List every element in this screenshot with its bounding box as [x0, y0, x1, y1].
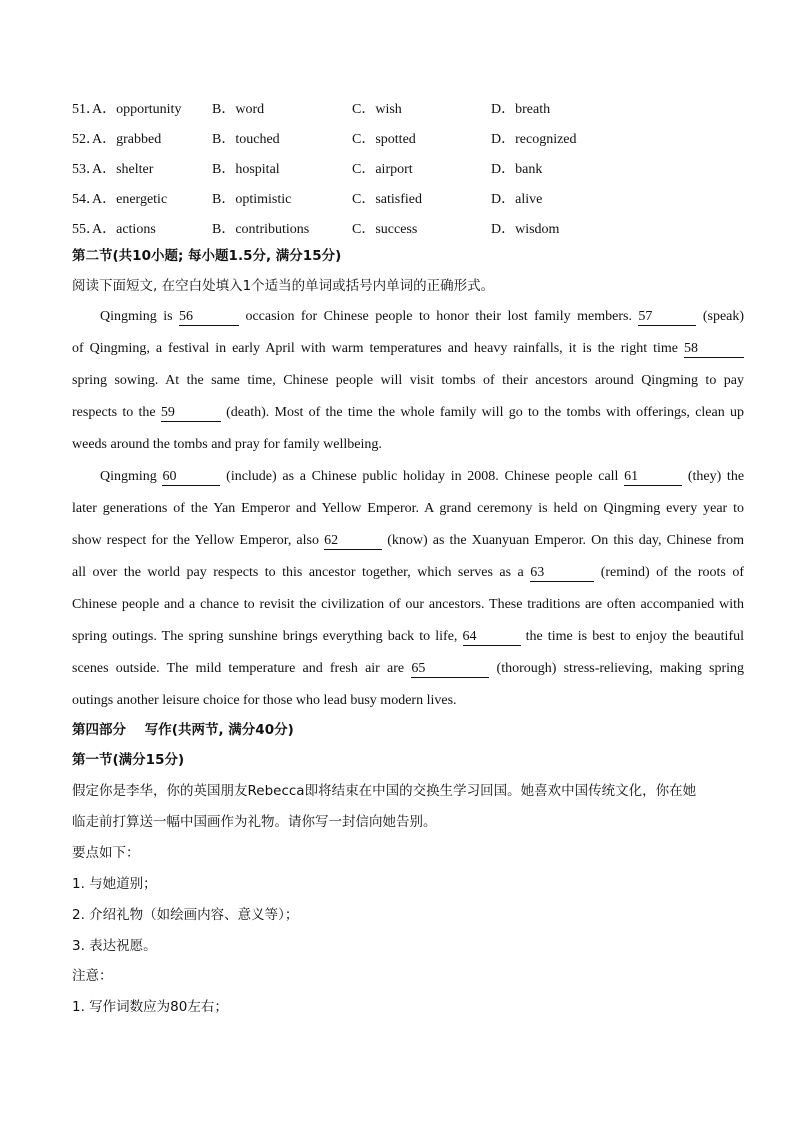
part-heading: 第四部分 写作(共两节, 满分40分) [72, 722, 294, 738]
passage-text: (remind) of the roots of [600, 565, 745, 580]
option-b: B．word [212, 102, 265, 117]
answer-blank-58[interactable]: 58 [684, 341, 744, 358]
answer-blank-59[interactable]: 59 [161, 405, 221, 422]
option-a: A．energetic [92, 192, 168, 207]
option-a: A．opportunity [92, 102, 182, 117]
passage-line: spring sowing. At the same time, Chinese people will visit tombs of their ancestors around Qingming to pay [72, 373, 744, 388]
option-a: A．grabbed [92, 132, 162, 147]
passage-line [72, 403, 744, 423]
question-number: 55． [72, 222, 100, 237]
note-item: 1. 写作词数应为80左右； [72, 999, 228, 1015]
passage-text: show respect for the Yellow Emperor, also [72, 533, 319, 548]
option-c: C．satisfied [352, 192, 422, 207]
option-d: D．recognized [491, 132, 577, 147]
task-description: 假定你是李华，你的英国朋友Rebecca即将结束在中国的交换生学习回国。她喜欢中国传统文化，你在她 [72, 783, 697, 799]
option-b: B．contributions [212, 222, 310, 237]
passage-line: outings another leisure choice for those who lead busy modern lives. [72, 693, 457, 708]
passage-text: (include) as a Chinese public holiday in 2008. Chinese people call [226, 469, 619, 484]
mcq-row [72, 158, 732, 178]
passage-text: the time is best to enjoy the beautiful [525, 629, 744, 644]
question-number: 51． [72, 102, 100, 117]
passage-text: (they) the [687, 469, 745, 484]
passage-text: occasion for Chinese people to honor their lost family members. [245, 309, 632, 324]
option-d: D．bank [491, 162, 543, 177]
passage-text: spring outings. The spring sunshine brings everything back to life, [72, 629, 458, 644]
points-title: 要点如下： [72, 845, 140, 861]
mcq-row [72, 98, 732, 118]
question-number: 54． [72, 192, 100, 207]
option-d: D．wisdom [491, 222, 560, 237]
passage-line [72, 307, 744, 327]
subsection-heading: 第一节(满分15分) [72, 752, 185, 768]
option-b: B．touched [212, 132, 280, 147]
notes-title: 注意： [72, 968, 113, 984]
question-number: 53． [72, 162, 100, 177]
option-c: C．wish [352, 102, 402, 117]
passage-text: respects to the [72, 405, 156, 420]
answer-blank-64[interactable]: 64 [463, 629, 521, 646]
passage-line [72, 467, 744, 487]
passage-text: (speak) [702, 309, 745, 324]
passage-line: weeds around the tombs and pray for family wellbeing. [72, 437, 382, 452]
point-item: 3. 表达祝愿。 [72, 938, 157, 954]
answer-blank-57[interactable]: 57 [638, 309, 696, 326]
passage-text: all over the world pay respects to this ancestor together, which serves as a [72, 565, 524, 580]
passage-text: Qingming is [100, 309, 173, 324]
option-d: D．alive [491, 192, 543, 207]
option-c: C．airport [352, 162, 413, 177]
option-c: C．spotted [352, 132, 416, 147]
passage-line: Chinese people and a chance to revisit the civilization of our ancestors. These traditions are often accompanied with [72, 597, 744, 612]
option-b: B．optimistic [212, 192, 292, 207]
option-a: A．shelter [92, 162, 154, 177]
passage-text: of Qingming, a festival in early April with warm temperatures and heavy rainfalls, it is the right time [72, 341, 679, 356]
mcq-row [72, 188, 732, 208]
option-a: A．actions [92, 222, 156, 237]
passage-text: (know) as the Xuanyuan Emperor. On this day, Chinese from [387, 533, 745, 548]
answer-blank-56[interactable]: 56 [179, 309, 239, 326]
answer-blank-60[interactable]: 60 [162, 469, 220, 486]
passage-text: scenes outside. The mild temperature and fresh air are [72, 661, 405, 676]
option-d: D．breath [491, 102, 551, 117]
point-item: 1. 与她道别； [72, 876, 157, 892]
passage-line [72, 563, 744, 583]
mcq-row [72, 218, 732, 238]
passage-text: (death). Most of the time the whole family will go to the tombs with offerings, clean up [226, 405, 744, 420]
answer-blank-62[interactable]: 62 [324, 533, 382, 550]
passage-line [72, 659, 744, 679]
answer-blank-63[interactable]: 63 [530, 565, 594, 582]
passage-line: later generations of the Yan Emperor and Yellow Emperor. A grand ceremony is held on Qingming every year to [72, 501, 744, 516]
answer-blank-61[interactable]: 61 [624, 469, 682, 486]
option-c: C．success [352, 222, 418, 237]
question-number: 52． [72, 132, 100, 147]
passage-text: (thorough) stress-relieving, making spring [496, 661, 745, 676]
section-heading: 第二节(共10小题; 每小题1.5分, 满分15分) [72, 248, 342, 264]
section-instruction: 阅读下面短文, 在空白处填入1个适当的单词或括号内单词的正确形式。 [72, 278, 495, 294]
mcq-row [72, 128, 732, 148]
option-b: B．hospital [212, 162, 280, 177]
passage-line [72, 339, 744, 359]
passage-line [72, 531, 744, 551]
answer-blank-65[interactable]: 65 [411, 661, 489, 678]
passage-text: Qingming [100, 469, 157, 484]
task-description: 临走前打算送一幅中国画作为礼物。请你写一封信向她告别。 [72, 814, 437, 830]
point-item: 2. 介绍礼物（如绘画内容、意义等）； [72, 907, 299, 923]
passage-line [72, 627, 744, 647]
